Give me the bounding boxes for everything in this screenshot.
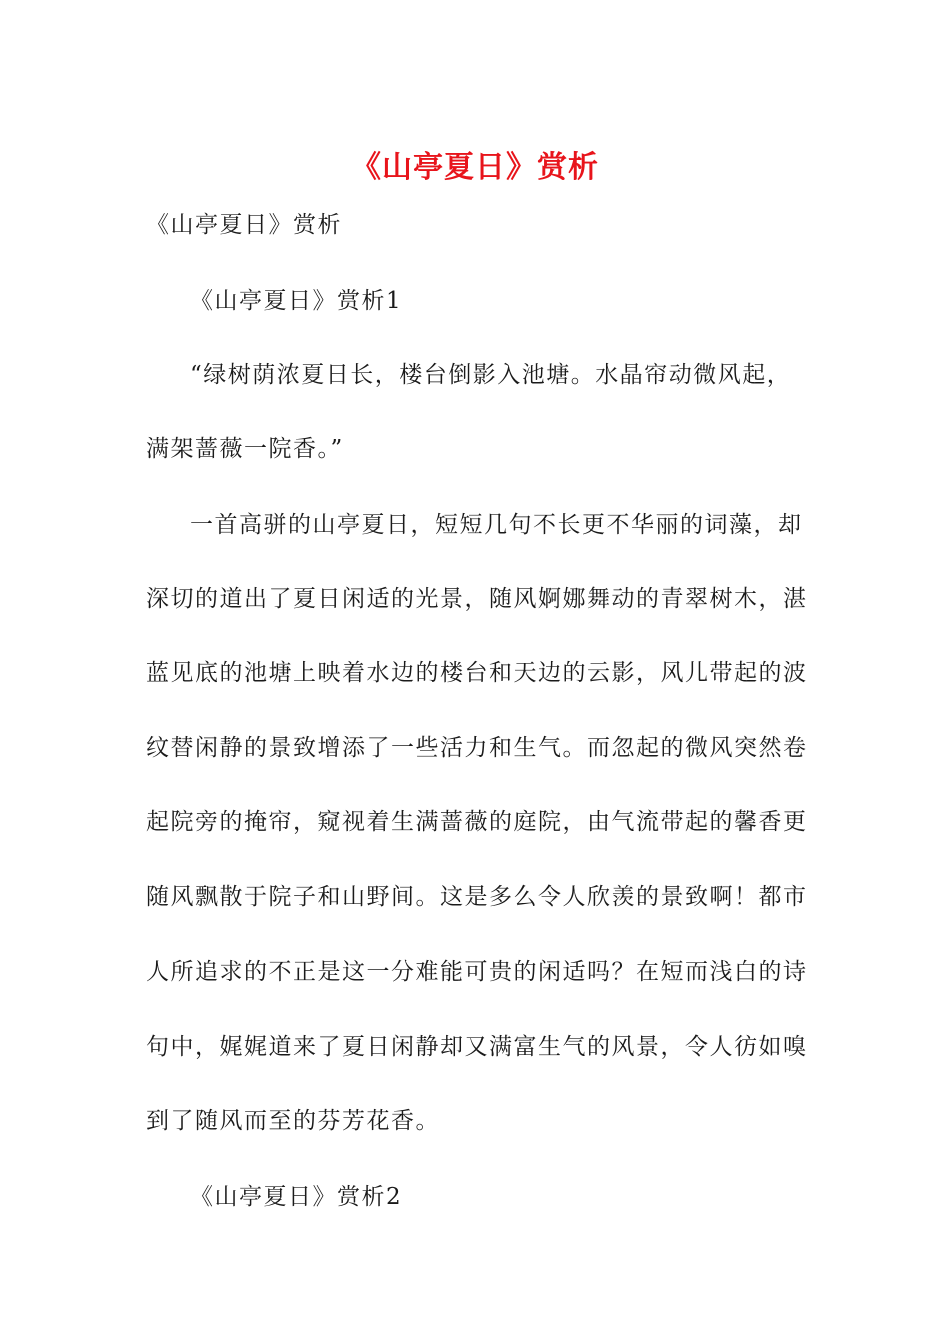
paragraph-line: 人所追求的不正是这一分难能可贵的闲适吗？在短而浅白的诗 — [146, 959, 808, 985]
poem-line: “绿树荫浓夏日长，楼台倒影入池塘。水晶帘动微风起， — [190, 362, 792, 388]
paragraph-line: 一首高骈的山亭夏日，短短几句不长更不华丽的词藻，却 — [190, 512, 803, 538]
paragraph-line: 到了随风而至的芬芳花香。 — [146, 1108, 440, 1134]
document-title: 《山亭夏日》赏析 — [351, 150, 599, 185]
paragraph-line: 纹替闲静的景致增添了一些活力和生气。而忽起的微风突然卷 — [146, 735, 808, 761]
paragraph-line: 蓝见底的池塘上映着水边的楼台和天边的云影，风儿带起的波 — [146, 660, 808, 686]
section-heading-1: 《山亭夏日》赏析1 — [190, 288, 403, 314]
paragraph-line: 随风飘散于院子和山野间。这是多么令人欣羡的景致啊！都市 — [146, 884, 808, 910]
paragraph-line: 起院旁的掩帘，窥视着生满蔷薇的庭院，由气流带起的馨香更 — [146, 809, 808, 835]
section-heading-2: 《山亭夏日》赏析2 — [190, 1184, 403, 1210]
poem-line: 满架蔷薇一院香。” — [146, 436, 344, 462]
paragraph-line: 深切的道出了夏日闲适的光景，随风婀娜舞动的青翠树木，湛 — [146, 586, 808, 612]
document-subtitle: 《山亭夏日》赏析 — [146, 212, 342, 238]
paragraph-line: 句中，娓娓道来了夏日闲静却又满富生气的风景，令人彷如嗅 — [146, 1034, 808, 1060]
